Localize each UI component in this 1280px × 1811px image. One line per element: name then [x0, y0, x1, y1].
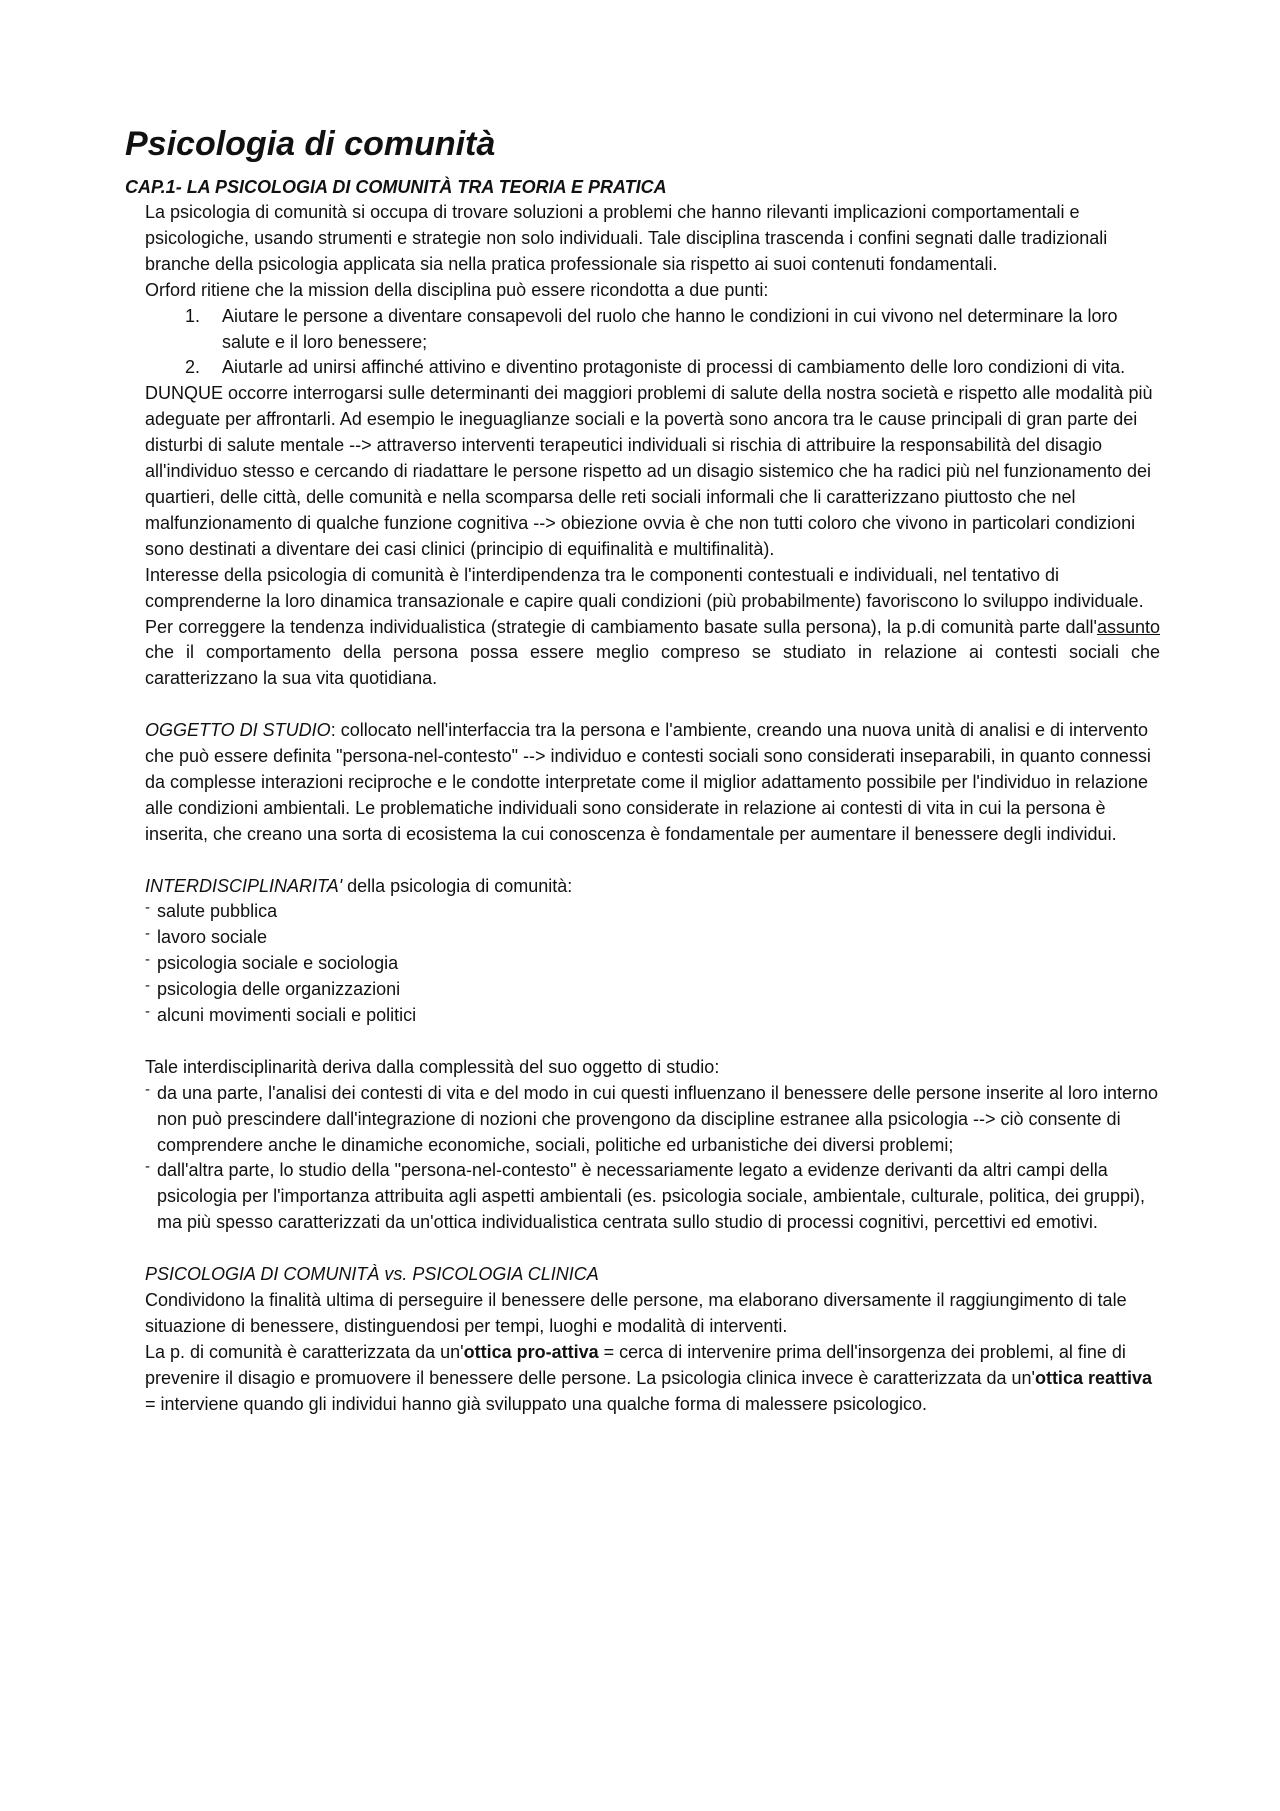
oggetto-label: OGGETTO DI STUDIO — [145, 720, 331, 741]
confronto-paragraph-1: Condividono la finalità ultima di perseguire il benessere delle persone, ma elaborano diversamente il raggiungimento di tale situazione di benessere, distinguendosi per tempi, luoghi e modalità di interventi. — [145, 1290, 1127, 1336]
mission-list — [145, 304, 1160, 382]
oggetto-paragraph — [145, 718, 1160, 848]
list-item: - psicologia delle organizzazioni — [145, 977, 1160, 1003]
spacer — [145, 1029, 1160, 1055]
discipline-list — [145, 899, 1160, 1029]
confronto-paragraph-2 — [145, 1340, 1160, 1418]
section-heading-confronto: PSICOLOGIA DI COMUNITÀ vs. PSICOLOGIA CLINICA — [145, 1264, 599, 1285]
correggere-text-before: Per correggere la tendenza individualistica (strategie di cambiamento basate sulla persona), la p.di comunità parte dall' — [145, 616, 1097, 637]
interdisciplinarita-text: della psicologia di comunità: — [342, 875, 573, 896]
chapter-heading: CAP.1- LA PSICOLOGIA DI COMUNITÀ TRA TEORIA E PRATICA — [125, 177, 667, 197]
oggetto-text: : collocato nell'interfaccia tra la persona e l'ambiente, creando una nuova unità di analisi e di intervento che può essere definita "persona-nel-contesto" --> individuo e contesti sociali sono considerati inseparabili, in quanto connessi da complesse interazioni reciproche e le condotte interpretate come il miglior adattamento possibile per l'individuo in relazione alle condizioni ambientali. Le problematiche individuali sono considerate in relazione ai contesti di vita in cui la persona è inserita, che creano una sorta di ecosistema la cui conoscenza è fondamentale per aumentare il benessere degli individui. — [145, 720, 1151, 844]
orford-paragraph: Orford ritiene che la mission della disciplina può essere ricondotta a due punti: — [145, 279, 769, 300]
list-item: - dall'altra parte, lo studio della "persona-nel-contesto" è necessariamente legato a evidenze derivanti da altri campi della psicologia per l'importanza attribuita agli aspetti ambientali (es. psicologia sociale, ambientale, culturale, politica, dei gruppi), ma più spesso caratterizzati da un'ottica individualistica centrata sullo studio di processi cognitivi, percettivi ed emotivi. — [145, 1158, 1160, 1236]
list-number: 2. — [185, 357, 201, 378]
spacer — [145, 848, 1160, 874]
document-title: Psicologia di comunità — [125, 125, 496, 163]
dunque-paragraph: DUNQUE occorre interrogarsi sulle determinanti dei maggiori problemi di salute della nostra società e rispetto alle modalità più adeguate per affrontarli. Ad esempio le ineguaglianze sociali e la povertà sono ancora tra le cause principali di gran parte dei disturbi di salute mentale --> attraverso interventi terapeutici individuali si rischia di attribuire la responsabilità del disagio all'individuo stesso e cercando di riadattare le persone rispetto ad un disagio sistemico che ha radici più nel funzionamento dei quartieri, delle città, delle comunità e nella scomparsa delle reti sociali informali che li caratterizzano piuttosto che nel malfunzionamento di qualche funzione cognitiva --> obiezione ovvia è che non tutti coloro che vivono in particolari condizioni sono destinati a diventare dei casi clinici (principio di equifinalità e multifinalità). — [145, 383, 1153, 559]
list-item — [145, 355, 1160, 381]
confronto-text: = cerca di intervenire prima dell'insorgenza dei problemi, al fine di prevenire il disagio e promuovere il benessere delle persone. La psicologia clinica invece è caratterizzata da un' — [145, 1341, 1126, 1388]
list-item-text: Aiutare le persone a diventare consapevoli del ruolo che hanno le condizioni in cui vivono nel determinare la loro salute e il loro benessere; — [222, 305, 1118, 352]
spacer — [145, 1236, 1160, 1262]
list-item: - salute pubblica — [145, 899, 1160, 925]
list-item-text: Aiutarle ad unirsi affinché attivino e diventino protagoniste di processi di cambiamento delle loro condizioni di vita. — [222, 357, 1126, 378]
complessita-intro: Tale interdisciplinarità deriva dalla complessità del suo oggetto di studio: — [145, 1056, 720, 1077]
bold-term-reattiva: ottica reattiva — [1034, 1367, 1152, 1388]
list-item: - alcuni movimenti sociali e politici — [145, 1003, 1160, 1029]
complessita-list — [145, 1081, 1160, 1236]
list-item — [145, 304, 1160, 356]
interdisciplinarita-heading — [145, 874, 1160, 900]
list-item: - psicologia sociale e sociologia — [145, 951, 1160, 977]
chapter-body — [125, 200, 1160, 1418]
underlined-term: assunto — [1096, 616, 1160, 637]
list-item: - lavoro sociale — [145, 925, 1160, 951]
list-item: - da una parte, l'analisi dei contesti di vita e del modo in cui questi influenzano il benessere delle persone inserite al loro interno non può prescindere dall'integrazione di nozioni che provengono da discipline estranee alla psicologia --> ciò consente di comprendere anche le dinamiche economiche, sociali, politiche ed urbanistiche dei diversi problemi; — [145, 1081, 1160, 1159]
intro-paragraph: La psicologia di comunità si occupa di trovare soluzioni a problemi che hanno rilevanti implicazioni comportamentali e psicologiche, usando strumenti e strategie non solo individuali. Tale disciplina trascenda i confini segnati dalle tradizionali branche della psicologia applicata sia nella pratica professionale sia rispetto ai suoi contenuti fondamentali. — [145, 202, 1108, 274]
bold-term-proattiva: ottica pro-attiva — [463, 1341, 599, 1362]
interesse-paragraph: Interesse della psicologia di comunità è l'interdipendenza tra le componenti contestuali e individuali, nel tentativo di comprenderne la loro dinamica transazionale e capire quali condizioni (più probabilmente) favoriscono lo sviluppo individuale. — [145, 564, 1144, 611]
list-number: 1. — [185, 305, 201, 326]
correggere-text-after: che il comportamento della persona possa essere meglio compreso se studiato in relazione ai contesti sociali che caratterizzano la sua vita quotidiana. — [145, 642, 1160, 689]
confronto-text: La p. di comunità è caratterizzata da un' — [145, 1341, 464, 1362]
spacer — [145, 692, 1160, 718]
confronto-text: = interviene quando gli individui hanno già sviluppato una qualche forma di malessere psicologico. — [145, 1393, 927, 1414]
interdisciplinarita-label: INTERDISCIPLINARITA' — [145, 875, 343, 896]
correggere-paragraph — [145, 615, 1160, 693]
